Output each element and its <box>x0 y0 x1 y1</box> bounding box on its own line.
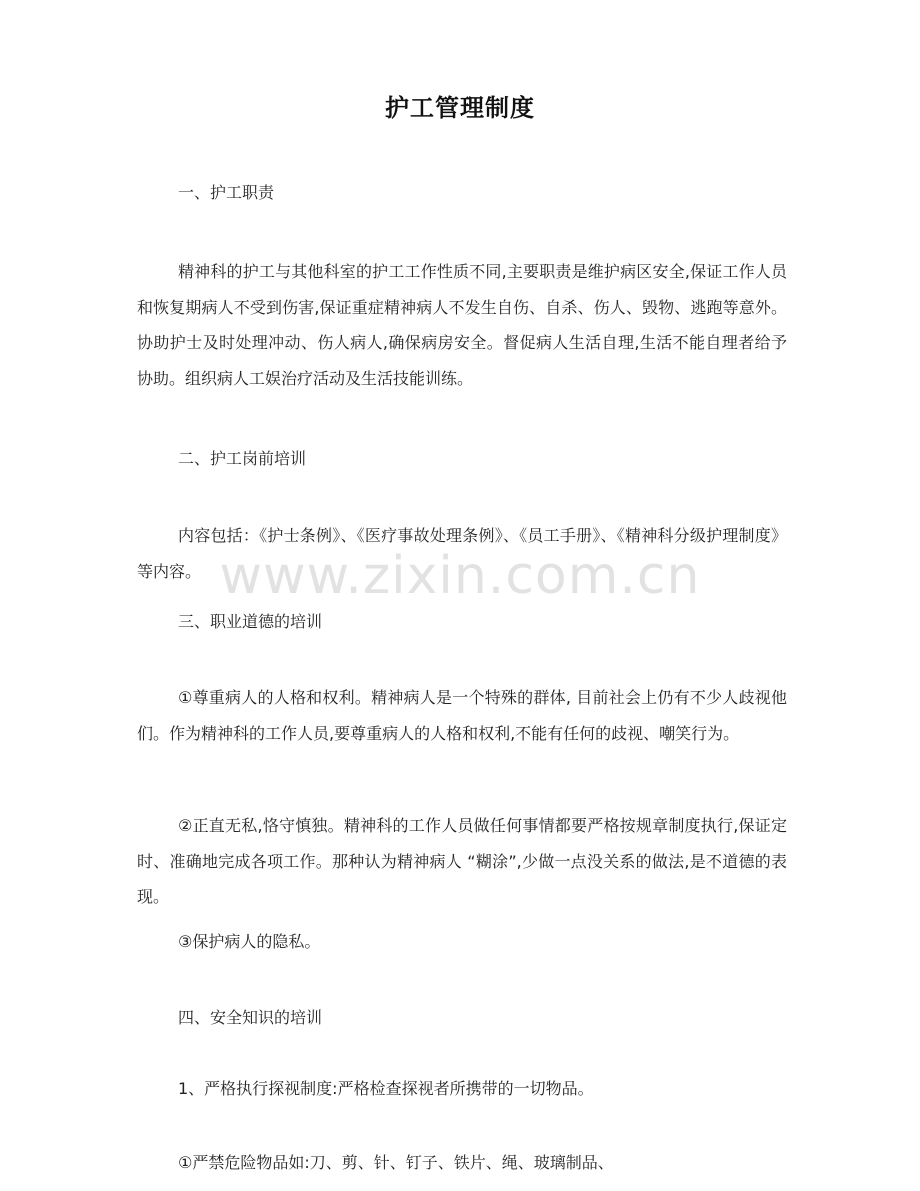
section-2-body: 内容包括：《护士条例》、《医疗事故处理条例》、《员工手册》、《精神科分级护理制度》等内容。 <box>137 526 787 581</box>
section-4-heading: 四、安全知识的培训 <box>178 1008 323 1027</box>
section-2-heading: 二、护工岗前培训 <box>178 449 307 468</box>
section-3-item-2: ②正直无私,恪守慎独。精神科的工作人员做任何事情都要严格按规章制度执行,保证定时、准确地完成各项工作。那种认为精神病人 “糊涂”,少做一点没关系的做法,是不道德的表现。 <box>137 816 787 907</box>
section-1-heading: 一、护工职责 <box>178 183 275 202</box>
watermark: www.zixin.com.cn <box>219 546 701 606</box>
document-title: 护工管理制度 <box>385 94 535 122</box>
section-4-item-1-sub-1: ①严禁危险物品如:刀、剪、针、钉子、铁片、绳、玻璃制品、 <box>178 1153 614 1172</box>
section-3-item-3: ③保护病人的隐私。 <box>178 932 321 951</box>
section-3-item-1: ①尊重病人的人格和权利。精神病人是一个特殊的群体, 目前社会上仍有不少人歧视他们。作为精神科的工作人员,要尊重病人的人格和权利,不能有任何的歧视、嘲笑行为。 <box>137 688 787 743</box>
section-4-item-1: 1、严格执行探视制度:严格检查探视者所携带的一切物品。 <box>178 1079 594 1098</box>
section-1-body: 精神科的护工与其他科室的护工工作性质不同,主要职责是维护病区安全,保证工作人员和恢复期病人不受到伤害,保证重症精神病人不发生自伤、自杀、伤人、毁物、逃跑等意外。协助护士及时处理冲动、伤人病人,确保病房安全。督促病人生活自理,生活不能自理者给予协助。组织病人工娱治疗活动及生活技能训练。 <box>137 262 787 388</box>
section-3-heading: 三、职业道德的培训 <box>178 612 323 631</box>
